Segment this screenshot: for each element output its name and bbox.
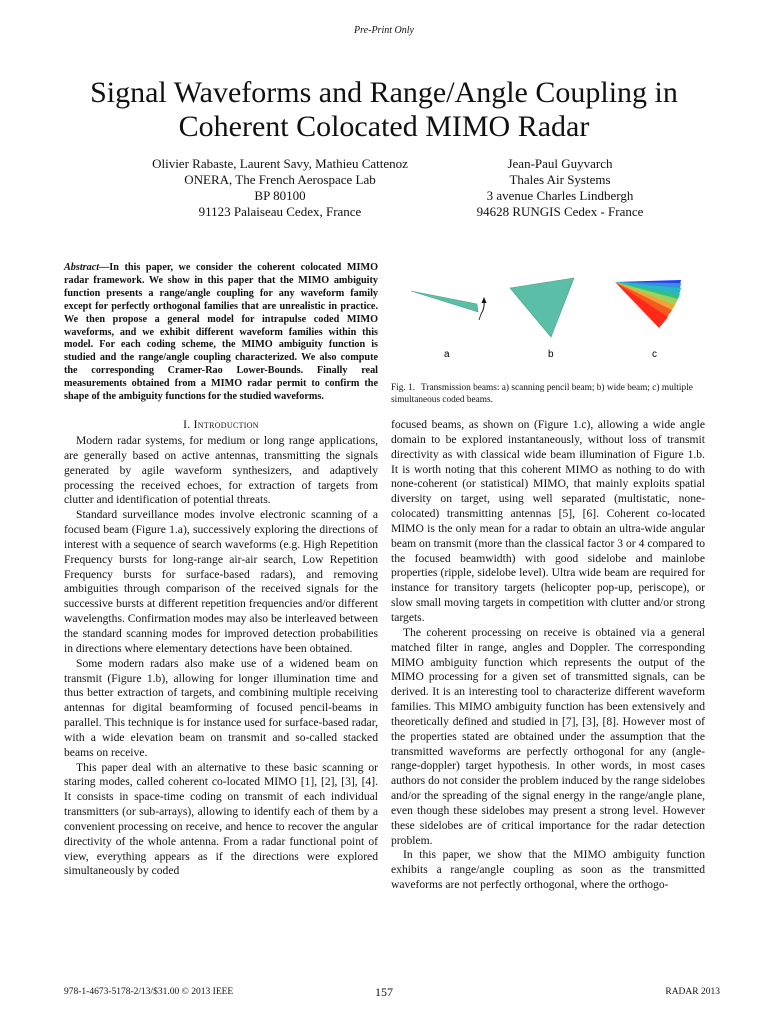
footer-conference: RADAR 2013 [665,987,720,997]
scan-arrow-icon [479,297,487,320]
author-block-left [120,156,440,220]
author-address-line: 3 avenue Charles Lindbergh [486,188,634,203]
figure-label-b: b [548,349,554,360]
author-address-line: 91123 Palaiseau Cedex, France [198,204,362,219]
author-affiliation: Thales Air Systems [509,172,611,187]
author-names: Olivier Rabaste, Laurent Savy, Mathieu Cattenoz [152,156,408,171]
author-address-line: 94628 RUNGIS Cedex - France [476,204,644,219]
figure-1 [391,268,705,386]
figure-label-a: a [444,349,450,360]
abstract-label: Abstract [64,262,100,273]
pencil-beam-shape [411,291,478,312]
footer-copyright: 978-1-4673-5178-2/13/$31.00 © 2013 IEEE [64,987,234,997]
left-column-body [64,434,378,879]
beams-diagram [391,268,705,386]
preprint-header: Pre-Print Only [354,25,414,36]
abstract-text: —In this paper, we consider the coherent colocated MIMO radar framework. We show in this paper that the MIMO ambiguity function presents a range/angle coupling for any waveform family except for perfectly orthogonal families that are unrealistic in practice. We then propose a general model for intrapulse coded MIMO waveforms, and we exhibit different waveform families within this model. For each coding scheme, the MIMO ambiguity function is studied and the range/angle coupling characterized. We also compute the corresponding Cramer-Rao Lower-Bounds. Finally real measurements obtained from a MIMO radar permit to confirm the shape of the ambiguity functions for the studied waveforms. [64,262,378,403]
author-address-line: BP 80100 [254,188,306,203]
author-block-right [440,156,680,220]
abstract [64,262,378,404]
wide-beam-shape [510,278,574,337]
body-paragraph: Some modern radars also make use of a widened beam on transmit (Figure 1.b), allowing for longer illumination time and thus better extraction of targets, and combining multiple receiving antennas for digital beamforming of focused pencil-beams in parallel. This technique is for instance used for surface-based radar, with a wide elevation beam on transmit and so-called stacked beams on receive. [64,656,378,759]
body-paragraph: The coherent processing on receive is obtained via a general matched filter in range, angles and Doppler. The corresponding MIMO ambiguity function which represents the output of the MIMO processing for a given set of transmitted signals, can be derived. It is an interesting tool to characterize different waveform families. This MIMO ambiguity function has been extensively and theoretically defined and studied in [7], [3], [8]. However most of the properties stated are obtained under the assumption that the transmitted waveforms are perfectly orthogonal for any (angle-range-doppler) target hypothesis. In other words, in most cases authors do not consider the problem induced by the range sidelobes and/or the spreading of the signal energy in the range/angle plane, even though these sidelobes may present a strong level. However these sidelobes are of critical importance for the radar detection problem. [391,625,705,847]
section-heading: I. Introduction [183,418,259,431]
figure-caption [391,383,705,406]
paper-title: Signal Waveforms and Range/Angle Coupling in Coherent Colocated MIMO Radar [90,76,678,143]
body-paragraph: Standard surveillance modes involve electronic scanning of a focused beam (Figure 1.a), successively exploring the directions of interest with a sequence of search waveforms (e.g. High Repetition Frequency bursts for long-range air-air search, Low Repetition Frequency bursts for surface-based radars), and removing ambiguities through comparison of the received signals for the successive bursts at different repetition frequencies and/or different wavelengths. Confirmation modes may also be interleaved between the standard scanning modes for improved detection probabilities in directions where elementary detections have been obtained. [64,508,378,655]
body-paragraph: focused beams, as shown on (Figure 1.c), allowing a wide angle domain to be explored instantaneously, without loss of transmit directivity as with classical wide beam illumination of Figure 1.b. It is worth noting that this coherent MIMO as nothing to do with none-coherent (or statistical) MIMO, that mainly exploits spatial diversity on target, using well separated (multistatic, none-colocated) transmitting antennas [5], [6]. Coherent co-located MIMO is the only mean for a radar to obtain an ultra-wide angular beam on transmit (more than the classical factor 3 or 4 compared to the focused beamwidth) with good sidelobe and mainlobe properties (ripple, sidelobe level). Ultra wide beam are required for instance for transitory targets (helicopter pop-up, periscope), or slow small moving targets in competition with clutter and/or strong targets. [391,418,705,624]
author-affiliation: ONERA, The French Aerospace Lab [184,172,376,187]
coded-beams-fan [615,280,681,328]
right-column-body [391,418,705,893]
caption-number: Fig. 1. [391,383,416,393]
page-number: 157 [375,985,393,999]
body-paragraph: In this paper, we show that the MIMO ambiguity function exhibits a range/angle coupling as soon as the transmitted waveforms are not perfectly orthogonal, where the orthogo- [391,848,705,892]
body-paragraph: This paper deal with an alternative to these basic scanning or staring modes, called coherent co-located MIMO [1], [2], [3], [4]. It consists in space-time coding on transmit of each individual transmitters (or sub-arrays), allowing to identify each of them by a convenient processing on receive, and hence to recover the angular directivity of the whole antenna. From a radar functional point of view, everything appears as if the directions were explored simultaneously by coded [64,760,378,878]
author-names: Jean-Paul Guyvarch [507,156,613,171]
figure-label-c: c [652,349,657,360]
caption-text: Transmission beams: a) scanning pencil beam; b) wide beam; c) multiple simultaneous coded beams. [391,383,693,405]
body-paragraph: Modern radar systems, for medium or long range applications, are generally based on active antennas, transmitting the signals generated by agile waveform synthesizers, and adaptively processing the received echoes, for extraction of targets from clutter and identification of potential threats. [64,434,378,507]
